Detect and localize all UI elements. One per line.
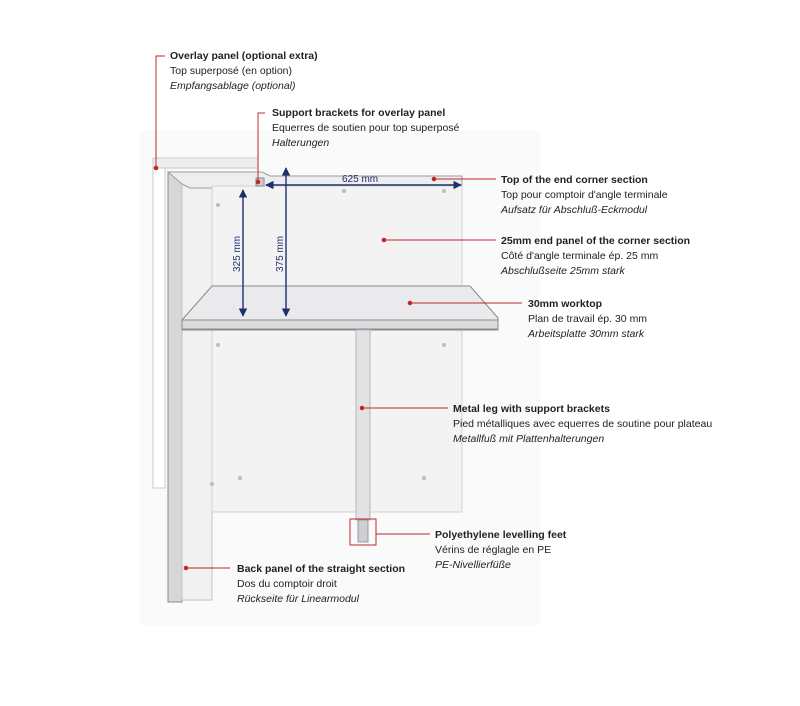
metal-leg-shape — [356, 330, 370, 520]
overlay-panel-top — [153, 158, 258, 168]
label-end-panel — [501, 234, 690, 279]
label-fr: Top pour comptoir d'angle terminale — [501, 189, 668, 201]
label-de: Empfangsablage (optional) — [170, 80, 296, 92]
label-title: Overlay panel (optional extra) — [170, 50, 318, 62]
label-fr: Dos du comptoir droit — [237, 578, 337, 590]
label-fr: Equerres de soutien pour top superposé — [272, 122, 460, 134]
label-title: Top of the end corner section — [501, 174, 648, 186]
label-top-end-corner — [501, 173, 668, 218]
worktop-edge — [182, 320, 498, 329]
label-title: Support brackets for overlay panel — [272, 107, 446, 119]
label-title: Metal leg with support brackets — [453, 403, 610, 415]
label-title: Polyethylene levelling feet — [435, 529, 567, 541]
overlay-panel-shape — [153, 163, 165, 488]
label-fr: Plan de travail ép. 30 mm — [528, 313, 648, 325]
label-de: Aufsatz für Abschluß-Eckmodul — [501, 204, 648, 216]
label-support-brackets — [272, 106, 459, 151]
back-panel-face — [182, 180, 212, 600]
label-levelling-feet — [435, 528, 566, 573]
back-panel-shape — [168, 172, 182, 602]
label-title: 25mm end panel of the corner section — [501, 235, 691, 247]
dim-label-375: 375 mm — [275, 235, 286, 272]
label-worktop — [528, 297, 647, 342]
label-de: PE-Nivellierfüße — [435, 559, 511, 571]
levelling-foot-shape — [358, 520, 368, 542]
label-de: Abschlußseite 25mm stark — [501, 265, 625, 277]
label-title: Back panel of the straight section — [237, 563, 406, 575]
label-fr: Vérins de réglagle en PE — [435, 544, 552, 556]
label-fr: Pied métalliques avec equerres de soutine pour plateau — [453, 418, 713, 430]
label-de: Rückseite für Linearmodul — [237, 593, 359, 605]
label-title: 30mm worktop — [528, 298, 603, 310]
dim-label-625: 625 mm — [342, 174, 379, 185]
label-back-panel — [237, 562, 405, 607]
end-panel-shape — [212, 186, 462, 512]
label-de: Arbeitsplatte 30mm stark — [528, 328, 645, 340]
label-de: Halterungen — [272, 137, 330, 149]
label-fr: Côté d'angle terminale ép. 25 mm — [501, 250, 659, 262]
label-de: Metallfuß mit Plattenhalterungen — [453, 433, 605, 445]
label-fr: Top superposé (en option) — [170, 65, 292, 77]
dim-label-325: 325 mm — [232, 235, 243, 272]
label-overlay-panel — [170, 49, 318, 94]
label-metal-leg — [453, 402, 712, 447]
